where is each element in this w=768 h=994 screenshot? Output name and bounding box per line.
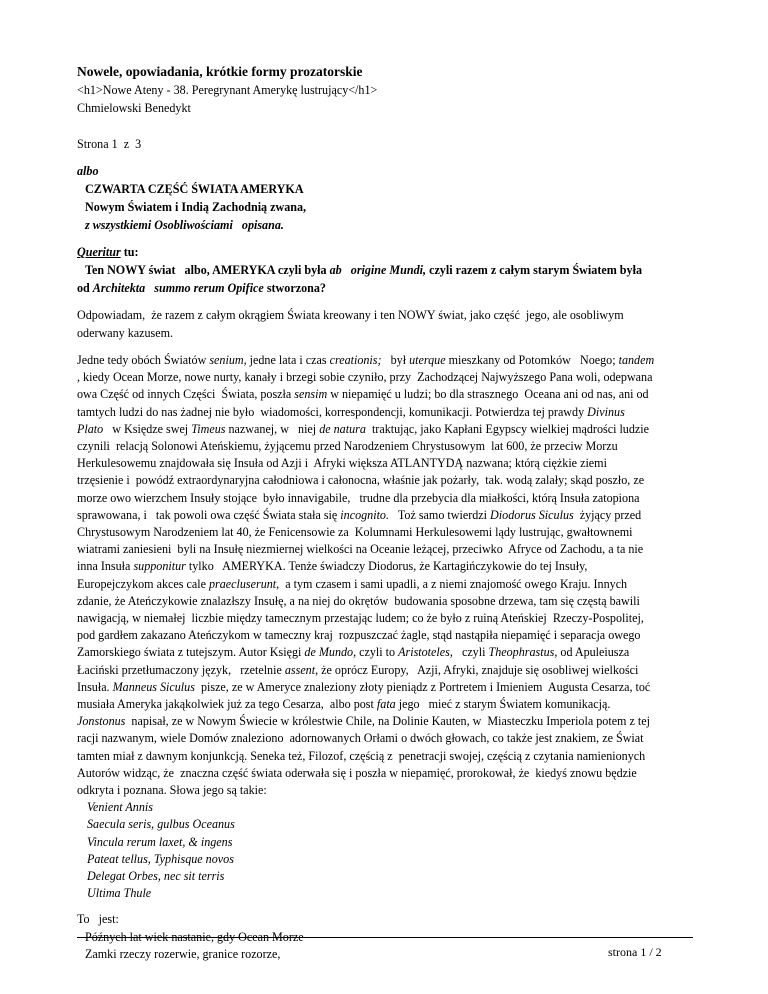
document-subtitle: <h1>Nowe Ateny - 38. Peregrynant Amerykę lustrujący</h1> (77, 83, 378, 97)
body-line-1-seg: tandem (618, 353, 655, 367)
body-line-5-seg: nazwanej, w niej (225, 421, 320, 436)
body-line-5-seg: Timeus (191, 421, 226, 436)
body-line-5 (77, 420, 649, 438)
poem-line: Pateat tellus, Typhisque novos (87, 851, 234, 866)
body-line-12: wiatrami zaniesieni byli na Insułę niezmiernej wielkości na Oceanie leżącej, przeciwko Afryce od Zachodu, a ta nie (77, 542, 644, 557)
question-line-1-c: czyli razem z całym starym Światem była (426, 263, 642, 277)
body-line-19-seg: , że oprócz Europy, Azji, Afryki, znajduje się osobliwej wielkości (315, 662, 639, 677)
body-line-13 (77, 557, 587, 575)
question-line-1-b: ab origine Mundi, (329, 263, 427, 277)
body-line-10-seg: Diodorus Siculus (490, 507, 574, 522)
body-line-1-seg: , jedne lata i czas (243, 353, 330, 367)
body-line-5-seg: w Księdze swej (103, 421, 192, 436)
body-line-20-seg: Manneus Siculus (112, 679, 195, 694)
body-line-21-seg: jego mieć z starym Światem komunikacją. (395, 697, 611, 711)
body-line-18 (77, 643, 629, 661)
page-indicator: Strona 1 z 3 (77, 137, 142, 151)
intro-heading-3: z wszystkiemi Osobliwościami opisana. (85, 218, 284, 232)
body-line-13-seg: supponitur (133, 559, 186, 574)
question-line-1-a: Ten NOWY świat albo, AMERYKA czyli była (85, 263, 330, 277)
footer-page-number: strona 1 / 2 (608, 945, 662, 959)
body-line-19-seg: Łaciński przetłumaczony język, rzetelnie (77, 662, 285, 677)
translation-label: To jest: (77, 912, 119, 927)
body-line-18-seg: de Mundo, (304, 645, 357, 660)
body-line-4-seg: Divinus (587, 404, 625, 419)
question-line-2-c: stworzona? (263, 281, 326, 295)
body-line-10-seg: incognito. (340, 507, 390, 522)
body-line-5-seg: de natura (319, 421, 366, 436)
body-line-18-seg: czyli (452, 645, 489, 660)
document-title: Nowele, opowiadania, krótkie formy prozatorskie (77, 64, 363, 79)
body-line-22-seg: napisał, ze w Nowym Świecie w królestwie Chile, na Dolinie Kauten, w Miasteczku Imperiola potem z tej (125, 714, 650, 729)
body-line-19 (77, 661, 638, 679)
question-line-1 (85, 261, 642, 279)
poem-line: Vincula rerum laxet, & ingens (87, 834, 233, 849)
body-line-24: tamten miał z dawnym konjunkcją. Seneka też, Filozof, częścią z penetracji swojej, częścią z czytania namienionych (77, 748, 646, 763)
poem-line: Saecula seris, gulbus Oceanus (87, 817, 235, 832)
body-line-26: odkryta i poznana. Słowa jego są takie: (77, 783, 267, 797)
body-line-16: nawigacją, w niemałej liczbie między tamecznym przestając ludem; co że było z ruiną Ateńskiej Rzeczy-Pospolitej, (77, 611, 644, 625)
body-line-5-seg: Plato (77, 421, 104, 436)
body-line-3-seg: owa Część od innych Części Świata, poszła (77, 387, 295, 402)
tu-text: tu: (123, 245, 139, 259)
body-line-23: racji nazwanym, wiele Domów znaleziono adornowanych Orłami o dwóch głowach, co także jest znakiem, ze Świat (77, 731, 644, 746)
body-line-15: zdanie, że Ateńczykowie znalazłszy Insułę, a na niej do okrętów budowania sposobne drzewa, tam się częstą bawili (77, 593, 640, 608)
body-line-10-seg: Toż samo twierdzi (389, 507, 491, 522)
answer-line-2: oderwany kazusem. (77, 326, 174, 340)
body-line-14-seg: praecluserunt (208, 576, 277, 591)
body-line-20-seg: Insuła. (77, 679, 113, 694)
body-line-18-seg: Zamorskiego świata z tutejszym. Autor Księgi (77, 645, 305, 660)
body-line-21-seg: fata (376, 697, 396, 711)
body-line-20-seg: pisze, ze w Ameryce znaleziony złoty pieniądz z Portretem i Imieniem Augusta Cesarza, toć (194, 679, 651, 694)
body-line-6: czynili relacją Solonowi Ateńskiemu, żyjącemu przed Narodzeniem Chrystusowym lat 600, że przeciw Morzu (77, 439, 618, 453)
body-line-18-seg: Aristoteles, (398, 645, 453, 660)
body-line-9: morze owo wierzchem Insuły stojące było innavigabile, trudne dla przebycia dla miałkości, którą Insuła zatopiona (77, 490, 640, 505)
body-line-13-seg: tylko AMERYKA. Tenże świadczy Diodorus, że Kartagińczykowie do tej Insuły, (185, 559, 588, 574)
question-line-2-b: Architekta summo rerum Opifice (92, 281, 264, 295)
body-line-19-seg: assent (284, 662, 316, 677)
body-line-7: Herkulesowemu znajdowała się Insuła od Azji i Afryki większa ATLANTYDĄ nazwana; którą ciężkie ziemi (77, 456, 607, 471)
body-line-8: trzęsienie i powódź extraordynaryjna całodniowa i całonocna, właśnie jak pożarły, tak. wodą zalały; skąd poszło, ze (77, 473, 645, 488)
body-line-17: pod gardłem zakazano Ateńczykom w tameczny kraj rozpuszczać żagle, stąd nastąpiła niepamięć i separacja owego (77, 628, 641, 643)
body-line-20 (77, 678, 650, 696)
body-line-18-seg: Theophrastus, (488, 645, 558, 660)
body-line-10-seg: sprawowana, i tak powoli owa część Świata stała się (77, 507, 341, 522)
question-line-2 (77, 279, 326, 297)
body-line-1-seg: Jedne tedy obóch Światów (77, 353, 210, 367)
body-line-1-seg: creationis; (329, 353, 382, 367)
body-line-25: Autorów widząc, że znaczna część świata oderwała się i poszła w niepamięć, prorokował, że kiedyś znowu będzie (77, 765, 637, 780)
queritur-text: Queritur (77, 245, 121, 259)
body-line-1-seg: był (381, 353, 410, 367)
document-author: Chmielowski Benedykt (77, 101, 191, 115)
body-line-13-seg: inna Insuła (77, 559, 134, 574)
body-line-3-seg: w niepamięć u ludzi; bo dla strasznego Oceana ani od nas, ani od (327, 387, 649, 402)
body-line-11: Chrystusowym Narodzeniem lat 40, że Fenicensowie za Kolumnami Herkulesowemi lądy lustrując, gwałtownemi (77, 525, 633, 539)
question-line-2-a: od (77, 281, 93, 295)
poem-line: Venient Annis (87, 800, 153, 815)
body-line-14 (77, 575, 627, 593)
intro-heading-1: CZWARTA CZĘŚĆ ŚWIATA AMERYKA (85, 182, 304, 196)
body-line-10-seg: żyjący przed (573, 507, 642, 522)
translation-line-1: Późnych lat wiek nastanie, gdy Ocean Morze (85, 929, 304, 944)
body-line-1-seg: uterque (409, 353, 446, 367)
body-line-4 (77, 403, 625, 421)
body-line-2: , kiedy Ocean Morze, nowe nurty, kanały i brzegi sobie czyniło, przy Zachodzącej Najwyższego Pana woli, odерwana (77, 370, 653, 385)
poem-line: Delegat Orbes, nec sit terris (87, 869, 225, 883)
poem-line: Ultima Thule (87, 886, 152, 901)
body-line-18-seg: od Apuleiusza (557, 645, 630, 660)
body-line-21 (77, 695, 610, 713)
body-line-3-seg: sensim (294, 387, 328, 402)
body-line-10 (77, 506, 641, 524)
body-line-3 (77, 385, 649, 403)
body-line-22 (77, 712, 650, 730)
body-line-1 (77, 351, 654, 369)
answer-line-1: Odpowiadam, że razem z całym okrągiem Świata kreowany i ten NOWY świat, jako część jego, ale osobliwym (77, 308, 624, 322)
body-line-1-seg: mieszkany od Potomków Noego; (445, 353, 619, 367)
translation-line-2: Zamki rzeczy rozerwie, granice rozorze, (85, 946, 281, 961)
body-line-5-seg: traktując, jako Kapłani Egypscy wielkiej mądrości ludzie (365, 421, 649, 436)
body-line-18-seg: czyli to (356, 645, 399, 660)
body-line-4-seg: tamtych ludzi do nas żadnej nie było wiadomości, korrespondencji, komunikacji. Potwierdza tej prawdy (77, 404, 588, 419)
intro-heading-2: Nowym Światem i Indią Zachodnią zwana, (85, 200, 307, 214)
body-line-1-seg: senium (209, 353, 244, 367)
body-line-14-seg: Europejczykom akces cale (77, 576, 209, 591)
body-line-14-seg: , a tym czasem i sami upadli, a z niemi znajomość owego Kraju. Innych (276, 576, 628, 591)
question-label (77, 243, 139, 261)
albo-label: albo (77, 164, 99, 178)
body-line-21-seg: musiała Ameryka jakąkolwiek już za tego Cesarza, albo post (77, 697, 377, 711)
body-line-22-seg: Jonstonus (77, 714, 126, 729)
